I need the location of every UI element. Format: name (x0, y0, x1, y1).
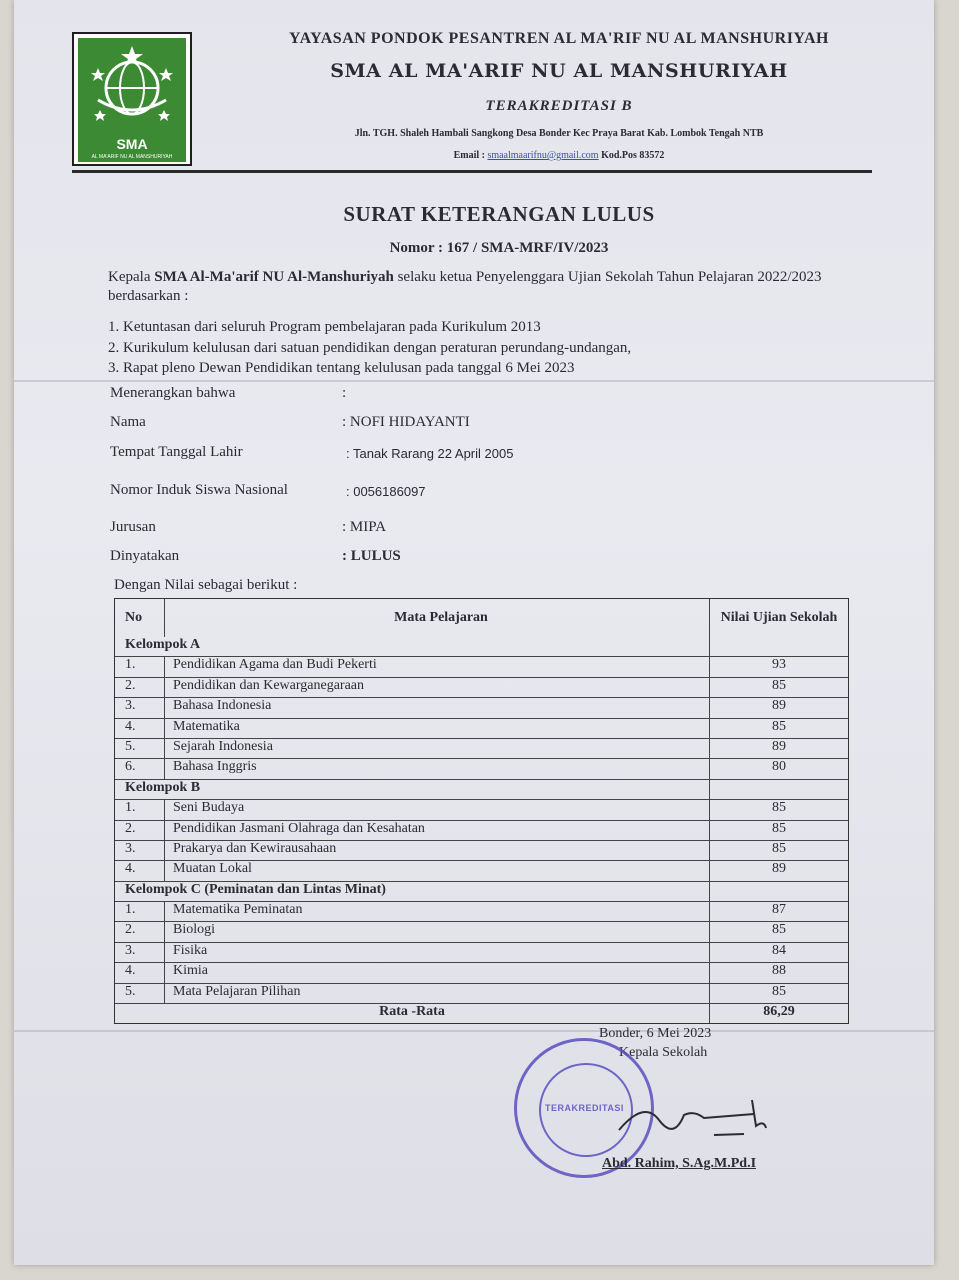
table-row (115, 718, 848, 738)
certificate-paper (14, 0, 934, 1265)
major-label: Jurusan (110, 519, 156, 535)
stamp-text: TERAKREDITASI (545, 1103, 624, 1113)
name-label: Nama (110, 414, 146, 430)
row-no: 5. (115, 984, 165, 1003)
row-subject: Sejarah Indonesia (165, 739, 710, 758)
student-status: : LULUS (342, 548, 401, 564)
intro-paragraph (108, 268, 878, 306)
row-score: 85 (772, 718, 786, 734)
row-subject: Kimia (165, 963, 710, 982)
average-label: Rata -Rata (115, 1004, 710, 1023)
row-subject: Muatan Lokal (165, 861, 710, 880)
basis-item: 1. Ketuntasan dari seluruh Program pembelajaran pada Kurikulum 2013 (108, 319, 541, 335)
foundation-name: YAYASAN PONDOK PESANTREN AL MA'RIF NU AL MANSHURIYAH (288, 30, 829, 47)
student-name: : NOFI HIDAYANTI (342, 414, 470, 430)
table-header (115, 599, 848, 637)
postcode: Kod.Pos 83572 (601, 150, 665, 161)
grades-intro: Dengan Nilai sebagai berikut : (114, 577, 298, 593)
student-major: : MIPA (342, 519, 387, 535)
row-subject: Pendidikan Agama dan Budi Pekerti (165, 657, 710, 676)
table-row (115, 901, 848, 921)
average-value: 86,29 (763, 1004, 795, 1020)
basis-item: 2. Kurikulum kelulusan dari satuan pendidikan dengan peraturan perundang-undangan, (108, 340, 632, 356)
header-divider (72, 170, 872, 173)
table-row (115, 942, 848, 962)
school-name: SMA AL MA'ARIF NU AL MANSHURIYAH (330, 60, 788, 82)
group-name: Kelompok C (Peminatan dan Lintas Minat) (115, 882, 710, 901)
row-score: 85 (772, 922, 786, 938)
table-row (115, 860, 848, 880)
row-no: 3. (115, 841, 165, 860)
row-no: 1. (115, 902, 165, 921)
birth-label: Tempat Tanggal Lahir (110, 444, 243, 460)
intro-post: selaku ketua Penyelenggara Ujian Sekolah Tahun Pelajaran 2022/2023 berdasarkan : (108, 269, 822, 304)
table-row (115, 677, 848, 697)
school-contact (204, 150, 914, 161)
row-subject: Biologi (165, 922, 710, 941)
signer-position: Kepala Sekolah (619, 1045, 708, 1060)
signer-name: Abd. Rahim, S.Ag.M.Pd.I (602, 1156, 757, 1171)
row-score: 89 (772, 698, 786, 714)
place-date: Bonder, 6 Mei 2023 (599, 1026, 712, 1041)
row-no: 4. (115, 861, 165, 880)
paper-fold (14, 1030, 934, 1032)
accreditation: TERAKREDITASI B (485, 98, 633, 114)
table-row (115, 697, 848, 717)
row-score: 88 (772, 963, 786, 979)
row-subject: Seni Budaya (165, 800, 710, 819)
intro-pre: Kepala (108, 269, 155, 285)
row-no: 1. (115, 657, 165, 676)
row-no: 4. (115, 719, 165, 738)
logo-label: SMA (116, 136, 148, 152)
col-no: No (115, 599, 165, 637)
row-subject: Bahasa Indonesia (165, 698, 710, 717)
group-row (115, 637, 848, 656)
table-row (115, 840, 848, 860)
group-row (115, 779, 848, 799)
nisn-label: Nomor Induk Siswa Nasional (110, 482, 288, 498)
average-row (115, 1003, 848, 1023)
row-score: 85 (772, 840, 786, 856)
table-row (115, 799, 848, 819)
logo-sublabel: AL MA'ARIF NU AL MANSHURIYAH (91, 154, 173, 160)
row-subject: Matematika (165, 719, 710, 738)
row-no: 1. (115, 800, 165, 819)
row-score: 89 (772, 738, 786, 754)
row-no: 6. (115, 759, 165, 778)
basis-item: 3. Rapat pleno Dewan Pendidikan tentang kelulusan pada tanggal 6 Mei 2023 (108, 360, 575, 376)
row-no: 2. (115, 821, 165, 840)
row-score: 89 (772, 861, 786, 877)
row-score: 85 (772, 677, 786, 693)
group-row (115, 881, 848, 901)
table-row (115, 820, 848, 840)
table-row (115, 758, 848, 778)
row-score: 87 (772, 902, 786, 918)
signature-scribble-icon (614, 1090, 784, 1150)
col-score: Nilai Ujian Sekolah (720, 610, 838, 625)
table-row (115, 962, 848, 982)
row-score: 93 (772, 657, 786, 673)
row-score: 85 (772, 800, 786, 816)
table-row (115, 921, 848, 941)
status-label: Dinyatakan (110, 548, 180, 564)
table-body (115, 637, 848, 1003)
row-no: 5. (115, 739, 165, 758)
row-subject: Fisika (165, 943, 710, 962)
row-no: 2. (115, 922, 165, 941)
row-no: 4. (115, 963, 165, 982)
row-subject: Pendidikan dan Kewarganegaraan (165, 678, 710, 697)
row-no: 3. (115, 698, 165, 717)
document-number: Nomor : 167 / SMA-MRF/IV/2023 (389, 240, 609, 256)
declare-colon: : (342, 385, 347, 401)
email-link[interactable]: smaalmaarifnu@gmail.com (487, 150, 599, 161)
grades-table (114, 598, 849, 1024)
row-score: 85 (772, 983, 786, 999)
row-subject: Matematika Peminatan (165, 902, 710, 921)
student-birth: : Tanak Rarang 22 April 2005 (346, 446, 514, 461)
school-address: Jln. TGH. Shaleh Hambali Sangkong Desa Bonder Kec Praya Barat Kab. Lombok Tengah NTB (354, 128, 764, 139)
school-logo (72, 32, 192, 166)
row-subject: Bahasa Inggris (165, 759, 710, 778)
declare-label: Menerangkan bahwa (110, 385, 236, 401)
group-name: Kelompok A (115, 637, 710, 656)
table-row (115, 983, 848, 1003)
nu-globe-icon (78, 38, 186, 138)
row-subject: Pendidikan Jasmani Olahraga dan Kesahatan (165, 821, 710, 840)
table-row (115, 656, 848, 676)
col-subject: Mata Pelajaran (165, 599, 710, 637)
row-score: 80 (772, 759, 786, 775)
row-no: 2. (115, 678, 165, 697)
table-row (115, 738, 848, 758)
row-score: 85 (772, 820, 786, 836)
paper-fold (14, 380, 934, 382)
row-subject: Prakarya dan Kewirausahaan (165, 841, 710, 860)
email-label: Email : (453, 150, 485, 161)
row-score: 84 (772, 942, 786, 958)
intro-school: SMA Al-Ma'arif NU Al-Manshuriyah (154, 269, 394, 285)
group-name: Kelompok B (115, 780, 710, 799)
student-nisn: : 0056186097 (346, 484, 426, 499)
row-subject: Mata Pelajaran Pilihan (165, 984, 710, 1003)
row-no: 3. (115, 943, 165, 962)
document-title: SURAT KETERANGAN LULUS (343, 202, 655, 226)
